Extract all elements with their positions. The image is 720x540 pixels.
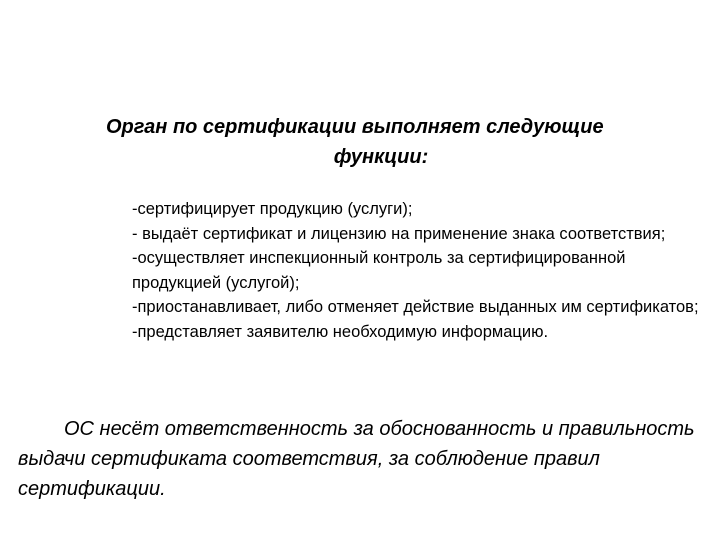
function-item-suspends-revokes: -приостанавливает, либо отменяет действие выданных им сертификатов; (132, 298, 699, 316)
function-item-provides-information: -представляет заявителю необходимую информацию. (132, 322, 549, 341)
function-item-certifies: -сертифицирует продукцию (услуги); (132, 200, 413, 218)
responsibility-statement: ОС несёт ответственность за обоснованность и правильность выдачи сертификата соответствия, за соблюдение правил сертификации. (18, 418, 695, 500)
heading-line-1: Орган по сертификации выполняет следующие (106, 116, 604, 138)
function-item-inspection-control: -осуществляет инспекционный контроль за сертифицированной продукцией (услугой); (132, 249, 626, 292)
heading-line-2: функции: (333, 146, 429, 168)
slide-heading (100, 112, 680, 172)
function-item-issues-certificate: - выдаёт сертификат и лицензию на применение знака соответствия; (132, 224, 666, 243)
functions-list (132, 197, 707, 344)
